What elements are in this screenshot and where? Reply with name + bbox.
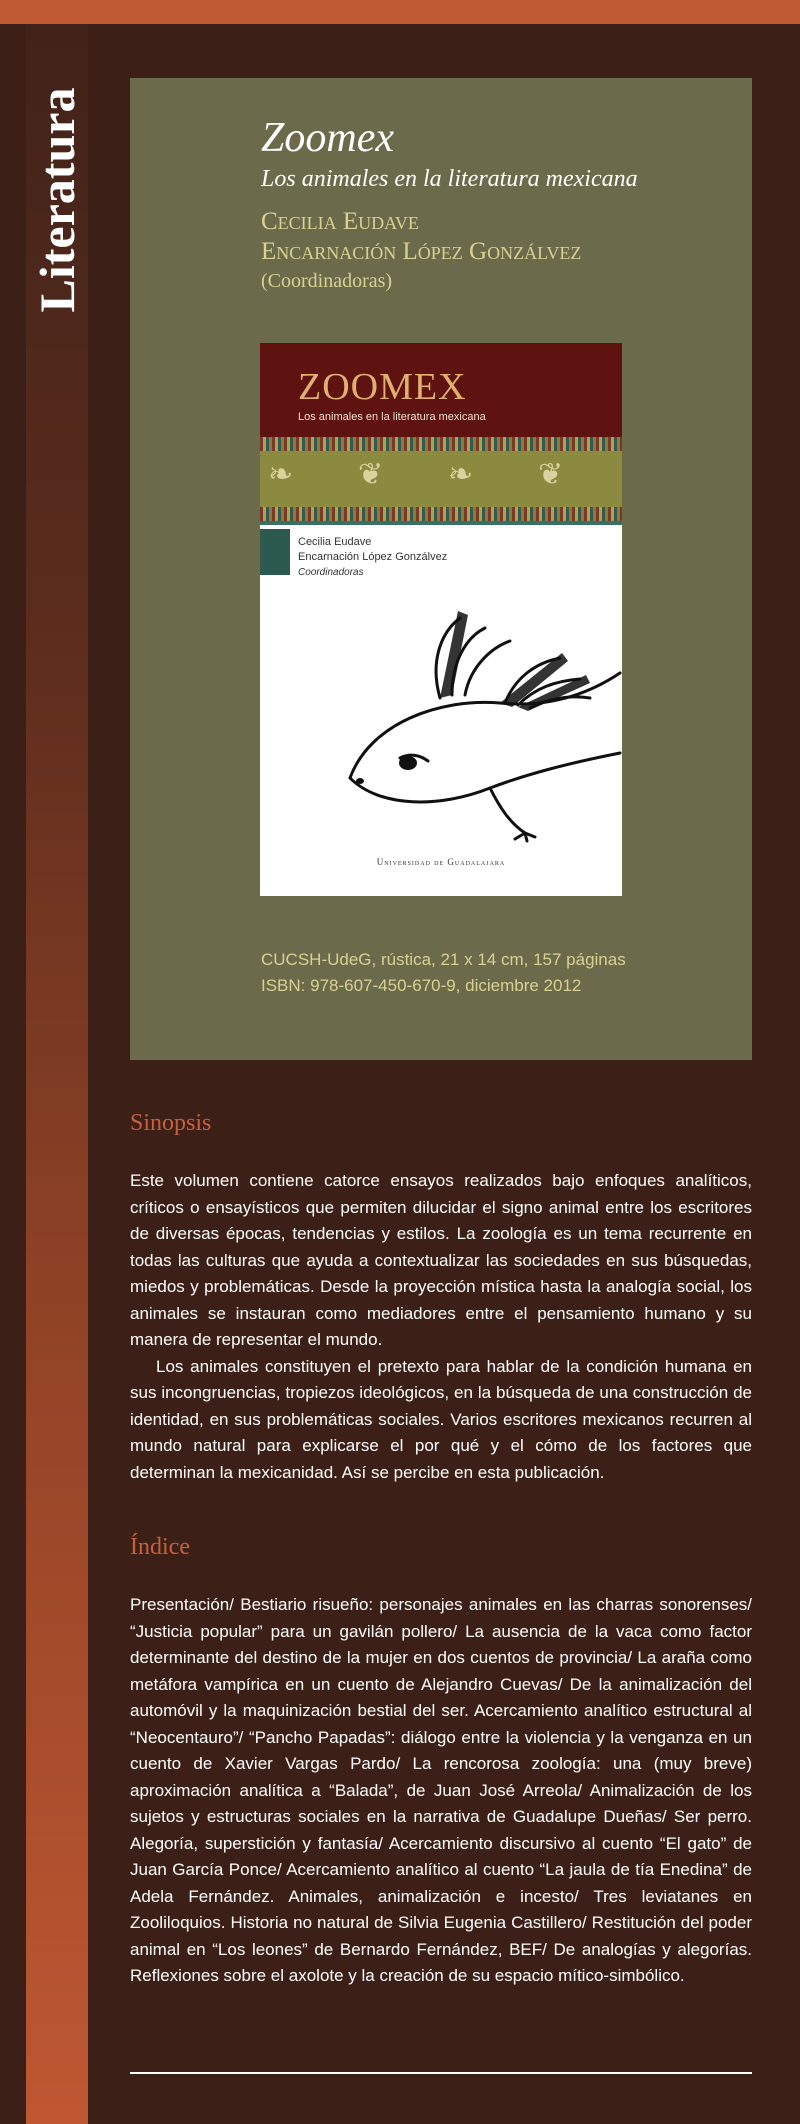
cover-author-name: Encarnación López Gonzálvez bbox=[298, 551, 448, 563]
cover-title: ZOOMEX bbox=[298, 366, 467, 408]
footer-divider bbox=[130, 2072, 752, 2074]
author-name: Encarnación López Gonzálvez bbox=[261, 238, 582, 265]
book-info-panel bbox=[130, 78, 752, 1060]
indice-paragraph: Presentación/ Bestiario risueño: personajes animales en las charras sonorenses/ “Justicia popular” para un gavilán pollero/ La ausencia de la vaca como factor determinante del destino de la mujer en dos cuentos de provincia/ La araña como metáfora vampírica en un cuento de Alejandro Cuevas/ De la animalización del automóvil y la maquinización bestial del ser. Acercamiento analítico estructural al “Neocentauro”/ “Pancho Papadas”: diálogo entre la violencia y la venganza en un cuento de Xavier Vargas Pardo/ La rencorosa zoología: una (muy breve) aproximación analítica a “Balada”, de Juan José Arreola/ Animalización de los sujetos y estructuras sociales en la narrativa de Guadalupe Dueñas/ Ser perro. Alegoría, superstición y fantasía/ Acercamiento discursivo al cuento “El gato” de Juan García Ponce/ Acercamiento analítico al cuento “La jaula de tía Enedina” de Adela Fernández. Animales, animalización e incesto/ Tres leviatanes en Zooliloquios. Historia no natural de Silvia Eugenia Castillero/ Restitución del poder animal en “Los leones” de Bernardo Fernández, BEF/ De analogías y alegorías. Reflexiones sobre el axolote y la creación de su espacio mítico-simbólico. bbox=[130, 1595, 752, 1985]
book-cover-image bbox=[260, 343, 622, 896]
coordinators-label: (Coordinadoras) bbox=[261, 270, 393, 292]
book-isbn-line: ISBN: 978-607-450-670-9, diciembre 2012 bbox=[261, 976, 582, 995]
side-accent-band bbox=[26, 24, 88, 2124]
indice-heading: Índice bbox=[130, 1534, 190, 1560]
cover-publisher: Universidad de Guadalajara bbox=[376, 857, 506, 867]
cover-color-block bbox=[260, 529, 290, 575]
sinopsis-text bbox=[130, 1168, 752, 1486]
book-title: Zoomex bbox=[261, 115, 394, 161]
sinopsis-heading: Sinopsis bbox=[130, 1110, 212, 1136]
author-name: Cecilia Eudave bbox=[261, 208, 419, 235]
cover-author-name: Cecilia Eudave bbox=[298, 536, 372, 548]
indice-text bbox=[130, 1592, 752, 1990]
book-details-line: CUCSH-UdeG, rústica, 21 x 14 cm, 157 páginas bbox=[261, 950, 626, 969]
sinopsis-paragraph: Este volumen contiene catorce ensayos realizados bajo enfoques analíticos, críticos o ensayísticos que permiten dilucidar el signo animal entre los escritores de diversas épocas, tendencias y estilos. La zoología es un tema recurrente en todas las culturas que ayuda a contextualizar las sociedades en sus búsquedas, miedos y problemáticas. Desde la proyección mística hasta la analogía social, los animales se instauran como mediadores entre el pensamiento humano y su manera de representar el mundo. bbox=[130, 1171, 752, 1349]
section-label: Literatura bbox=[29, 87, 85, 313]
axolotl-illustration bbox=[340, 603, 622, 843]
top-accent-band bbox=[0, 0, 800, 24]
cover-subtitle: Los animales en la literatura mexicana bbox=[298, 411, 486, 423]
cover-header bbox=[260, 343, 622, 437]
cover-role: Coordinadoras bbox=[298, 567, 364, 578]
sinopsis-paragraph: Los animales constituyen el pretexto para hablar de la condición humana en sus incongruencias, tropiezos ideológicos, en la búsqueda de una construcción de identidad, en sus problemáticas sociales. Varios escritores mexicanos recurren al mundo natural para explicarse el por qué y el cómo de los factores que determinan la mexicanidad. Así se percibe en esta publicación. bbox=[130, 1356, 752, 1482]
book-subtitle: Los animales en la literatura mexicana bbox=[261, 166, 638, 192]
cover-authors bbox=[298, 535, 447, 580]
cover-pattern-band: ❧ ❦ ❧ ❦ bbox=[260, 437, 622, 525]
